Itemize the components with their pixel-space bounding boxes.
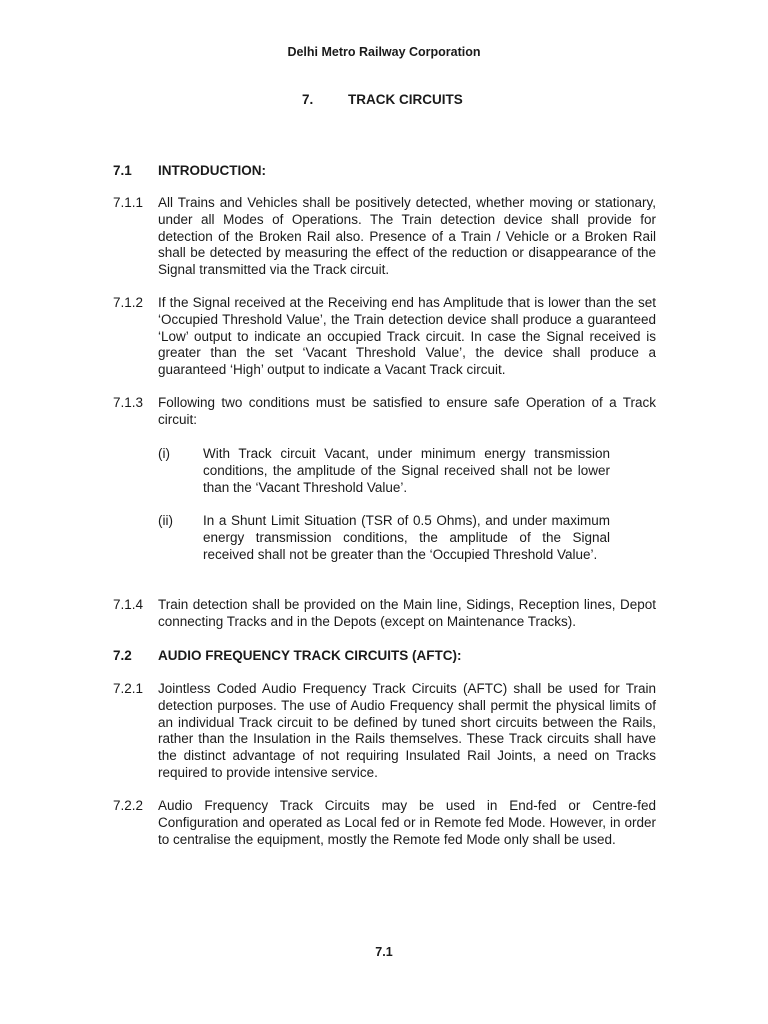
paragraph-7-2-2 xyxy=(113,798,656,848)
list-item-ii xyxy=(158,513,610,563)
paragraph-7-2-1 xyxy=(113,681,656,782)
paragraph-number: 7.2.2 xyxy=(113,798,144,813)
list-item-i xyxy=(158,446,610,496)
paragraph-number: 7.1.1 xyxy=(113,195,144,210)
list-item-number: (i) xyxy=(158,446,170,461)
list-item-text: With Track circuit Vacant, under minimum energy transmission conditions, the amplitude of the Signal received shall not be lower than the ‘Vacant Threshold Value’. xyxy=(203,446,610,495)
paragraph-number: 7.1.3 xyxy=(113,395,144,410)
paragraph-7-1-3 xyxy=(113,395,656,429)
chapter-title-text: TRACK CIRCUITS xyxy=(348,92,463,107)
list-item-text: In a Shunt Limit Situation (TSR of 0.5 Ohms), and under maximum energy transmission conditions, the amplitude of the Signal received shall not be greater than the ‘Occupied Threshold Value’. xyxy=(203,513,610,562)
paragraph-7-1-2 xyxy=(113,295,656,379)
section-number: 7.2 xyxy=(113,648,132,663)
section-number: 7.1 xyxy=(113,163,132,178)
section-title: INTRODUCTION: xyxy=(158,163,266,178)
list-item-number: (ii) xyxy=(158,513,173,528)
paragraph-number: 7.1.2 xyxy=(113,295,144,310)
paragraph-number: 7.2.1 xyxy=(113,681,144,696)
page-number: 7.1 xyxy=(375,945,393,959)
paragraph-text: If the Signal received at the Receiving end has Amplitude that is lower than the set ‘Occupied Threshold Value’, the Train detection device shall produce a guaranteed ‘Low’ output to indicate an occupied Track circuit. In case the Signal received is greater than the set ‘Vacant Threshold Value’, the device shall produce a guaranteed ‘High’ output to indicate a Vacant Track circuit. xyxy=(158,295,656,378)
paragraph-text: Following two conditions must be satisfied to ensure safe Operation of a Track circuit: xyxy=(158,395,656,427)
paragraph-text: Audio Frequency Track Circuits may be used in End-fed or Centre-fed Configuration and operated as Local fed or in Remote fed Mode. However, in order to centralise the equipment, mostly the Remote fed Mode only shall be used. xyxy=(158,798,656,847)
chapter-title xyxy=(302,92,463,107)
section-title: AUDIO FREQUENCY TRACK CIRCUITS (AFTC): xyxy=(158,648,462,663)
paragraph-number: 7.1.4 xyxy=(113,597,144,612)
paragraph-7-1-1 xyxy=(113,195,656,279)
chapter-number: 7. xyxy=(302,92,314,107)
paragraph-text: Train detection shall be provided on the Main line, Sidings, Reception lines, Depot connecting Tracks and in the Depots (except on Maintenance Tracks). xyxy=(158,597,656,629)
paragraph-7-1-4 xyxy=(113,597,656,631)
organization-header: Delhi Metro Railway Corporation xyxy=(287,45,481,59)
paragraph-text: All Trains and Vehicles shall be positively detected, whether moving or stationary, under all Modes of Operations. The Train detection device shall provide for detection of the Broken Rail also. Presence of a Train / Vehicle or a Broken Rail shall be detected by measuring the effect of the reduction or disappearance of the Signal transmitted via the Track circuit. xyxy=(158,195,656,278)
paragraph-text: Jointless Coded Audio Frequency Track Circuits (AFTC) shall be used for Train detection purposes. The use of Audio Frequency shall permit the physical limits of an individual Track circuit to be defined by tuned short circuits between the Rails, rather than the Insulation in the Rails themselves. These Track circuits shall have the distinct advantage of not requiring Insulated Rail Joints, a need on Tracks required to provide intensive service. xyxy=(158,681,656,780)
